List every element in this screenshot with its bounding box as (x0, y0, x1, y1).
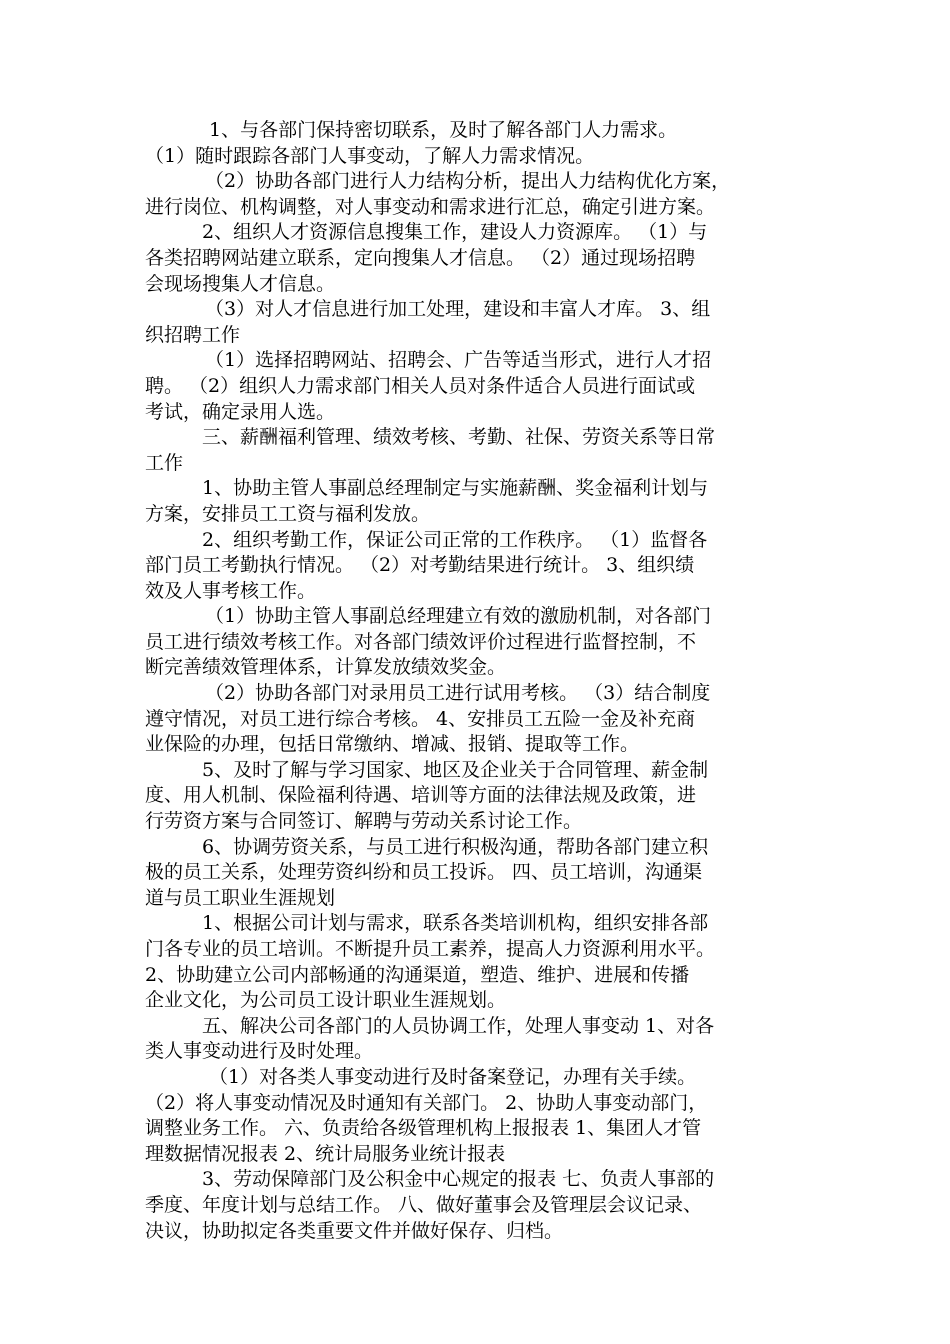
text-line: 1、根据公司计划与需求，联系各类培训机构，组织安排各部 (202, 912, 709, 935)
text-line: （3）对人才信息进行加工处理，建设和丰富人才库。 3、组 (205, 298, 711, 321)
text-line: 各类招聘网站建立联系，定向搜集人才信息。 （2）通过现场招聘 (145, 246, 696, 269)
text-line: 行劳资方案与合同签订、解聘与劳动关系讨论工作。 (145, 810, 583, 833)
text-line: （2）协助各部门对录用员工进行试用考核。 （3）结合制度 (205, 682, 711, 705)
text-line: 断完善绩效管理体系，计算发放绩效奖金。 (145, 656, 507, 679)
text-line: 3、劳动保障部门及公积金中心规定的报表 七、负责人事部的 (202, 1168, 715, 1191)
text-line: 2、协助建立公司内部畅通的沟通渠道，塑造、维护、进展和传播 (145, 963, 690, 986)
text-line: 五、解决公司各部门的人员协调工作，处理人事变动 1、对各 (202, 1014, 715, 1037)
text-line: （2）将人事变动情况及时通知有关部门。 2、协助人事变动部门， (145, 1091, 708, 1114)
text-line: 效及人事考核工作。 (145, 579, 317, 602)
text-line: 织招聘工作 (145, 323, 241, 346)
text-line: 极的员工关系，处理劳资纠纷和员工投诉。 四、员工培训，沟通渠 (145, 861, 703, 884)
text-line: 企业文化，为公司员工设计职业生涯规划。 (145, 989, 507, 1012)
text-line: 方案，安排员工工资与福利发放。 (145, 502, 431, 525)
text-line: 会现场搜集人才信息。 (145, 272, 336, 295)
text-line: 理数据情况报表 2、统计局服务业统计报表 (145, 1142, 506, 1165)
text-line: 聘。 （2）组织人力需求部门相关人员对条件适合人员进行面试或 (145, 374, 696, 397)
text-line: 遵守情况，对员工进行综合考核。 4、安排员工五险一金及补充商 (145, 707, 696, 730)
text-line: 2、组织人才资源信息搜集工作，建设人力资源库。 （1）与 (202, 221, 708, 244)
text-line: 进行岗位、机构调整，对人事变动和需求进行汇总，确定引进方案。 (145, 195, 716, 218)
text-line: 1、与各部门保持密切联系，及时了解各部门人力需求。 (209, 119, 678, 141)
text-line: 三、薪酬福利管理、绩效考核、考勤、社保、劳资关系等日常 (202, 426, 716, 449)
text-line: 决议，协助拟定各类重要文件并做好保存、归档。 (145, 1219, 564, 1242)
text-line: 员工进行绩效考核工作。对各部门绩效评价过程进行监督控制，不 (145, 630, 697, 653)
text-line: 6、协调劳资关系，与员工进行积极沟通，帮助各部门建立积 (202, 835, 709, 858)
text-line: 1、协助主管人事副总经理制定与实施薪酬、奖金福利计划与 (202, 477, 709, 500)
text-line: 业保险的办理，包括日常缴纳、增减、报销、提取等工作。 (145, 733, 640, 756)
document-body (145, 118, 825, 1244)
text-line: （1）选择招聘网站、招聘会、广告等适当形式，进行人才招 (205, 349, 712, 372)
text-line: 类人事变动进行及时处理。 (145, 1040, 374, 1063)
text-line: （1）协助主管人事副总经理建立有效的激励机制，对各部门 (205, 605, 712, 628)
text-line: 2、组织考勤工作，保证公司正常的工作秩序。 （1）监督各 (202, 528, 708, 551)
text-line: （1）对各类人事变动进行及时备案登记，办理有关手续。 (209, 1065, 697, 1088)
text-line: 季度、年度计划与总结工作。 八、做好董事会及管理层会议记录、 (145, 1193, 703, 1216)
text-line: 度、用人机制、保险福利待遇、培训等方面的法律法规及政策，进 (145, 784, 697, 807)
text-line: 5、及时了解与学习国家、地区及企业关于合同管理、薪金制 (202, 758, 709, 781)
text-line: 工作 (145, 451, 184, 474)
text-line: （2）协助各部门进行人力结构分析，提出人力结构优化方案， (205, 170, 731, 193)
text-line: 部门员工考勤执行情况。 （2）对考勤结果进行统计。 3、组织绩 (145, 554, 695, 577)
text-line: 考试，确定录用人选。 (145, 400, 336, 423)
text-line: （1）随时跟踪各部门人事变动，了解人力需求情况。 (145, 144, 595, 167)
text-line: 门各专业的员工培训。不断提升员工素养，提高人力资源利用水平。 (145, 938, 716, 960)
text-line: 道与员工职业生涯规划 (145, 886, 336, 909)
text-line: 调整业务工作。 六、负责给各级管理机构上报报表 1、集团人才管 (145, 1117, 702, 1140)
